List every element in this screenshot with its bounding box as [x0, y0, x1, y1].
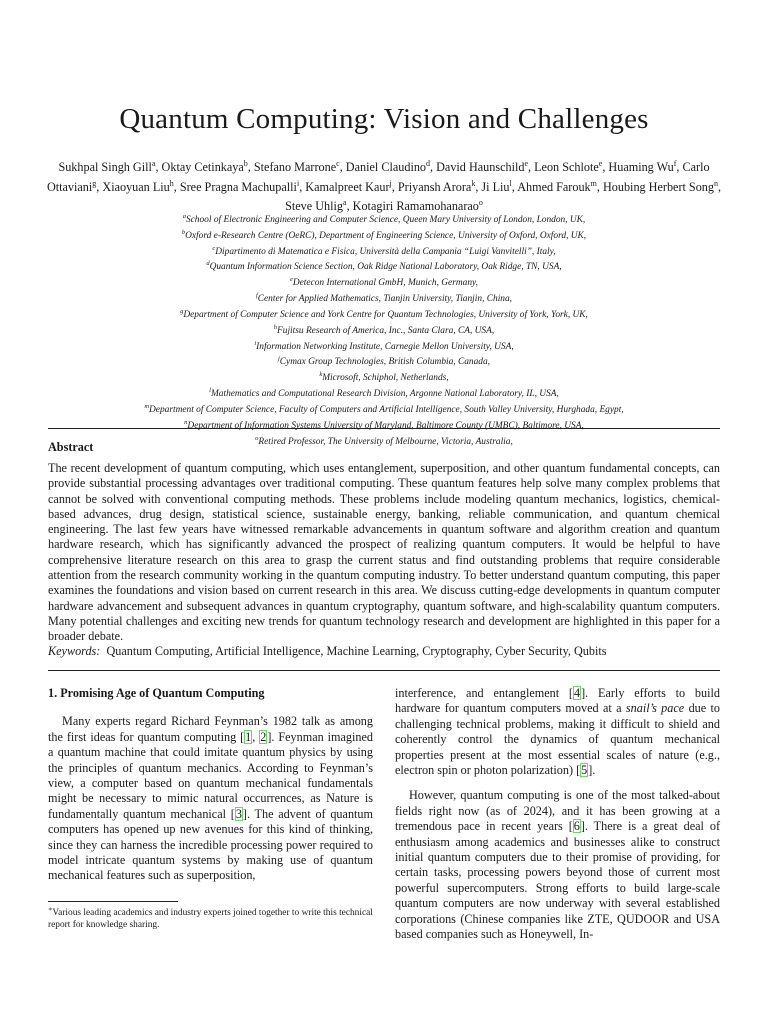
affiliation-line: [60, 243, 708, 259]
affiliation-text: Quantum Information Science Section, Oak Ridge National Laboratory, Oak Ridge, TN, USA,: [209, 262, 562, 273]
affiliation-line: [60, 290, 708, 306]
author-name: Daniel Claudino: [345, 160, 427, 175]
keywords-line: [48, 644, 720, 659]
author-name: Carlo Ottaviani: [46, 160, 710, 194]
author-name: Sukhpal Singh Gill: [58, 160, 152, 175]
author-affiliation-mark: e: [524, 159, 529, 168]
author-affiliation-mark: n: [714, 178, 718, 188]
left-column: [48, 686, 373, 894]
affiliation-mark: d: [206, 260, 210, 268]
affiliation-line: [60, 369, 708, 385]
affiliation-text: Mathematics and Computational Research Division, Argonne National Laboratory, IL, USA,: [210, 389, 559, 400]
author-affiliation-mark: m: [590, 178, 597, 188]
affiliation-text: School of Electronic Engineering and Computer Science, Queen Mary University of London, London, UK,: [185, 215, 586, 226]
citation-link[interactable]: 5: [581, 763, 588, 778]
author-affiliation-mark: j: [389, 178, 392, 188]
affiliation-mark: o: [255, 434, 259, 442]
affiliation-line: [60, 274, 708, 290]
author-name: Steve Uhlig: [285, 199, 343, 214]
abstract-top-rule: [48, 428, 720, 429]
author-name: David Haunschild: [436, 160, 525, 175]
affiliation-text: Fujitsu Research of America, Inc., Santa Clara, CA, USA,: [277, 325, 495, 336]
footnote-rule: [48, 901, 178, 902]
affiliation-text: Dipartimento di Matematica e Fisica, Università della Campania “Luigi Vanvitelli”, Italy,: [215, 246, 556, 257]
author-name: Oktay Cetinkaya: [161, 160, 244, 175]
affiliation-mark: c: [212, 244, 216, 252]
author-name: Sree Pragna Machupalli: [179, 179, 297, 194]
keywords-label: Keywords:: [48, 644, 101, 658]
affiliation-text: Department of Computer Science, Faculty of Computers and Artificial Intelligence, South Valley University, Hurghada, Egypt,: [149, 405, 624, 416]
affiliation-mark: h: [273, 323, 278, 331]
author-list: Sukhpal Singh Gill$^a$, Oktay Cetinkaya$^b$, Stefano Marrone$^c$, Daniel Claudino$^d$, David Haunschild$^e$, Leon Schlote$^e$, Huaming Wu$^f$, Carlo Ottaviani$^g$, Xiaoyuan Liu$^h$, Sree Pragna Machupalli$^i$, Kamalpreet Kaur$^j$, Priyansh Arora$^k$, Ji Liu$^l$, Ahmed Farouk$^m$, Houbing Herbert Song$^n$, Steve Uhlig$^a$, Kotagiri Ramamohanarao$^o$: [46, 159, 722, 214]
footnote: [48, 904, 373, 931]
affiliation-text: Microsoft, Schiphol, Netherlands,: [322, 373, 449, 384]
affiliation-mark: g: [180, 307, 184, 315]
author-name: Leon Schlote: [534, 160, 599, 175]
affiliation-text: Detecon International GmbH, Munich, Germany,: [292, 278, 478, 289]
abstract-bottom-rule: [48, 670, 720, 671]
affiliation-line: [60, 385, 708, 401]
author-affiliation-mark: i: [296, 178, 300, 188]
affiliation-mark: b: [181, 228, 186, 236]
author-affiliation-mark: g: [92, 178, 97, 188]
section-heading: 1. Promising Age of Quantum Computing: [48, 686, 265, 700]
affiliation-text: Department of Information Systems University of Maryland, Baltimore County (UMBC), Baltimore, USA,: [187, 420, 584, 431]
section1-paragraph-2: interference, and entanglement [4]. Early efforts to build hardware for quantum computers moved at a snail’s pace due to challenging technical problems, making it difficult to shield and coherently control the dynamics of quantum mechanical properties present at the most essential scales of nature (e.g., electron spin or photon polarization) [5].: [395, 686, 721, 778]
keywords-text: Quantum Computing, Artificial Intelligence, Machine Learning, Cryptography, Cyber Security, Qubits: [106, 644, 607, 658]
author-affiliation-mark: d: [426, 159, 431, 168]
author-affiliation-mark: a: [343, 198, 347, 208]
citation-link[interactable]: 1: [245, 729, 252, 744]
paper-title: Quantum Computing: Vision and Challenges: [119, 103, 649, 135]
citation-link[interactable]: 4: [574, 686, 581, 700]
author-affiliation-mark: l: [509, 178, 512, 188]
abstract-heading: Abstract: [48, 440, 94, 454]
affiliation-line: [60, 322, 708, 338]
author-affiliation-mark: a: [151, 159, 156, 168]
author-affiliation-mark: e: [598, 159, 603, 168]
author-name: Xiaoyuan Liu: [102, 179, 170, 194]
section1-paragraph-1: Many experts regard Richard Feynman’s 1982 talk as among the first ideas for quantum computing [1, 2]. Feynman imagined a quantum machine that could imitate quantum physics by using the principles of quantum mechanics. According to Feynman’s view, a computer based on quantum mechanical fundamentals might be necessary to mimic natural occurrences, as Nature is fundamentally quantum mechanical [3]. The advent of quantum computers has opened up new avenues for this kind of thinking, since they can harness the incredible processing power required to model intricate quantum systems by making use of quantum mechanical features such as superposition,: [48, 714, 373, 883]
affiliation-text: Information Networking Institute, Carnegie Mellon University, USA,: [256, 341, 514, 352]
affiliation-mark: a: [182, 213, 186, 220]
right-column: [395, 686, 720, 953]
author-affiliation-mark: b: [243, 159, 248, 168]
affiliation-line: [60, 338, 708, 354]
section1-paragraph-3: However, quantum computing is one of the most talked-about fields right now (as of 2024), and it has been growing at a tremendous pace in recent years [6]. There is a great deal of enthusiasm among academics and businesses alike to construct initial quantum computers due to their promise of providing, for certain tasks, processing powers beyond those of current most powerful supercomputers. Strong efforts to build large-scale quantum computers are now underway with several established corporations (Chinese companies like ZTE, QUDOOR and USA based companies such as Honeywell, In-: [395, 788, 721, 942]
author-name: Ji Liu: [481, 179, 510, 194]
citation-link[interactable]: 3: [235, 806, 242, 821]
author-name: Stefano Marrone: [253, 160, 337, 175]
affiliation-text: Center for Applied Mathematics, Tianjin University, Tianjin, China,: [257, 294, 513, 305]
author-affiliation-mark: f: [673, 159, 677, 168]
affiliation-line: [60, 258, 708, 274]
citation-link[interactable]: 2: [260, 729, 267, 744]
affiliation-line: [60, 433, 708, 449]
author-name: Priyansh Arora: [397, 179, 472, 194]
affiliation-mark: m: [144, 402, 150, 410]
affiliation-mark: l: [209, 387, 211, 395]
affiliation-list: [60, 211, 708, 448]
abstract-body: The recent development of quantum computing, which uses entanglement, superposition, and other quantum fundamental concepts, can provide substantial processing advantages over traditional computing. These quantum features help solve many complex problems that cannot be solved with conventional computing methods. These problems include modeling quantum mechanics, logistics, chemical-based advances, drug design, statistical science, sustainable energy, banking, reliable communication, and quantum chemical engineering. The last few years have witnessed remarkable advancements in quantum software and algorithm creation and quantum hardware research, which has significantly advanced the prospect of realizing quantum computers. It would be helpful to have comprehensive literature research on this area to grasp the current status and find outstanding problems that require considerable attention from the research community working in the quantum computing industry. To better understand quantum computing, this paper examines the foundations and vision based on current research in this area. We discuss cutting-edge developments in quantum computer hardware advancement and subsequent advances in quantum cryptography, quantum software, and high-scalability quantum computers. Many potential challenges and exciting new trends for quantum technology research and development are highlighted in this paper for a broader debate.: [48, 461, 720, 644]
affiliation-mark: k: [319, 371, 323, 379]
author-affiliation-mark: h: [169, 178, 174, 188]
affiliation-mark: n: [184, 418, 188, 426]
affiliation-line: [60, 417, 708, 433]
citation-link[interactable]: 6: [573, 819, 580, 834]
author-name: Huaming Wu: [608, 160, 674, 175]
author-name: Ahmed Farouk: [517, 179, 591, 194]
affiliation-mark: i: [254, 339, 257, 347]
author-affiliation-mark: c: [336, 159, 340, 168]
affiliation-line: [60, 401, 708, 417]
author-affiliation-mark: o: [478, 198, 483, 208]
affiliation-mark: f: [255, 292, 258, 300]
affiliation-line: [60, 211, 708, 227]
author-affiliation-mark: k: [471, 178, 476, 188]
footnote-text: Various leading academics and industry experts joined together to write this technical report for knowledge sharing.: [48, 908, 373, 930]
affiliation-text: Oxford e-Research Centre (OeRC), Department of Engineering Science, University of Oxford, Oxford, UK,: [185, 230, 587, 241]
author-name: Kotagiri Ramamohanarao: [352, 199, 479, 214]
affiliation-mark: j: [277, 355, 280, 363]
affiliation-line: [60, 306, 708, 322]
author-name: Houbing Herbert Song: [602, 179, 714, 194]
affiliation-text: Department of Computer Science and York Centre for Quantum Technologies, University of York, York, UK,: [183, 310, 588, 321]
affiliation-text: Retired Professor, The University of Melbourne, Victoria, Australia,: [258, 436, 513, 447]
emphasis-text: snail’s pace: [625, 701, 685, 716]
footnote-mark: ∗: [48, 906, 53, 913]
affiliation-mark: e: [289, 276, 293, 284]
author-name: Kamalpreet Kaur: [305, 179, 390, 194]
affiliation-line: [60, 227, 708, 243]
affiliation-line: [60, 353, 708, 369]
affiliation-text: Cymax Group Technologies, British Columbia, Canada,: [279, 357, 491, 368]
